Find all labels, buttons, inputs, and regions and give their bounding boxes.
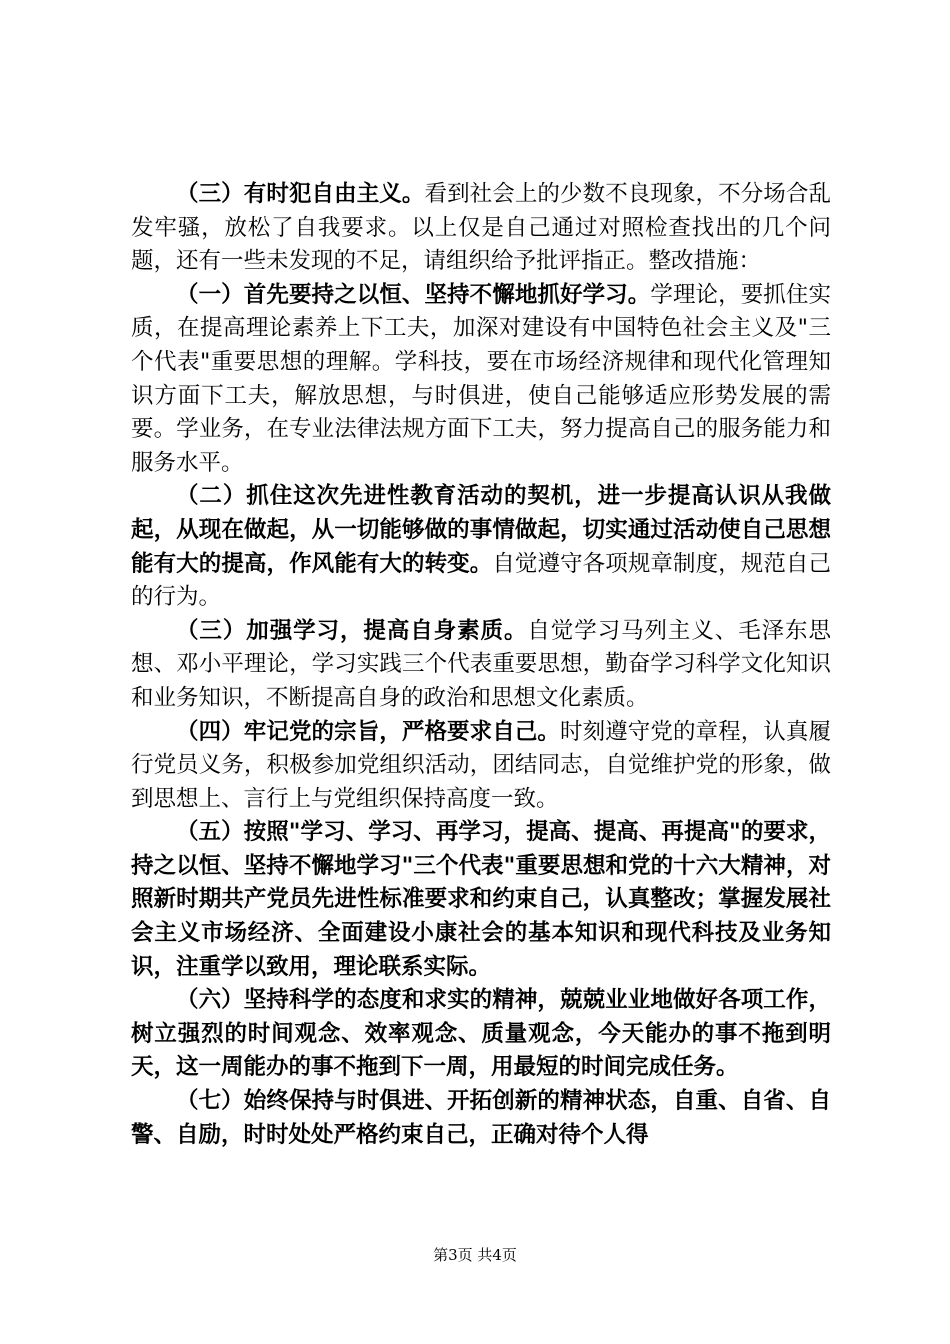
paragraph-text: 学理论，要抓住实质，在提高理论素养上下工夫，加深对建设有中国特色社会主义及"三个代表"重要思想的理解。学科技，要在市场经济规律和现代化管理知识方面下工夫，解放思想，与时俱进，使自己能够适应形势发展的需要。学业务，在专业法律法规方面下工夫，努力提高自己的服务能力和服务水平。: [131, 281, 831, 476]
paragraph-4: [131, 615, 831, 716]
paragraph-text: 自觉学习马列主义、毛泽东思想、邓小平理论，学习实践三个代表重要思想，勤奋学习科学文化知识和业务知识，不断提高自身的政治和思想文化素质。: [131, 617, 831, 711]
paragraph-lead: （六）坚持科学的态度和求实的精神，兢兢业业地做好各项工作，树立强烈的时间观念、效率观念、质量观念，今天能办的事不拖到明天，这一周能办的事不拖到下一周，用最短的时间完成任务。: [131, 987, 831, 1081]
paragraph-7: [131, 984, 831, 1085]
paragraph-lead: （三）有时犯自由主义。: [176, 181, 425, 207]
paragraph-text: 时刻遵守党的章程，认真履行党员义务，积极参加党组织活动，团结同志，自觉维护党的形象，做到思想上、言行上与党组织保持高度一致。: [131, 718, 831, 812]
paragraph-3: [131, 480, 831, 614]
paragraph-2: [131, 279, 831, 481]
paragraph-text: 自觉遵守各项规章制度，规范自己的行为。: [131, 550, 831, 611]
paragraph-8: [131, 1085, 831, 1152]
paragraph-lead: （一）首先要持之以恒、坚持不懈地抓好学习。: [176, 281, 651, 308]
paragraph-lead: （四）牢记党的宗旨，严格要求自己。: [176, 718, 560, 745]
paragraph-6: [131, 816, 831, 984]
paragraph-lead: （三）加强学习，提高自身素质。: [176, 617, 528, 644]
paragraph-text: 看到社会上的少数不良现象，不分场合乱发牢骚，放松了自我要求。以上仅是自己通过对照检查找出的几个问题，还有一些未发现的不足，请组织给予批评指正。整改措施：: [131, 181, 831, 275]
paragraph-lead: （七）始终保持与时俱进、开拓创新的精神状态，自重、自省、自警、自励，时时处处严格约束自己，正确对待个人得: [131, 1088, 831, 1148]
page-number-footer: 第3页 共4页: [433, 1246, 517, 1264]
paragraph-lead: （二）抓住这次先进性教育活动的契机，进一步提高认识从我做起，从现在做起，从一切能够做的事情做起，切实通过活动使自己思想能有大的提高，作风能有大的转变。: [131, 483, 831, 577]
document-body: [131, 178, 831, 1152]
paragraph-5: [131, 716, 831, 817]
paragraph-lead: （五）按照"学习、学习、再学习，提高、提高、再提高"的要求，持之以恒、坚持不懈地学习"三个代表"重要思想和党的十六大精神，对照新时期共产党员先进性标准要求和约束自己，认真整改；掌握发展社会主义市场经济、全面建设小康社会的基本知识和现代科技及业务知识，注重学以致用，理论联系实际。: [131, 819, 831, 980]
paragraph-1: [131, 178, 831, 279]
